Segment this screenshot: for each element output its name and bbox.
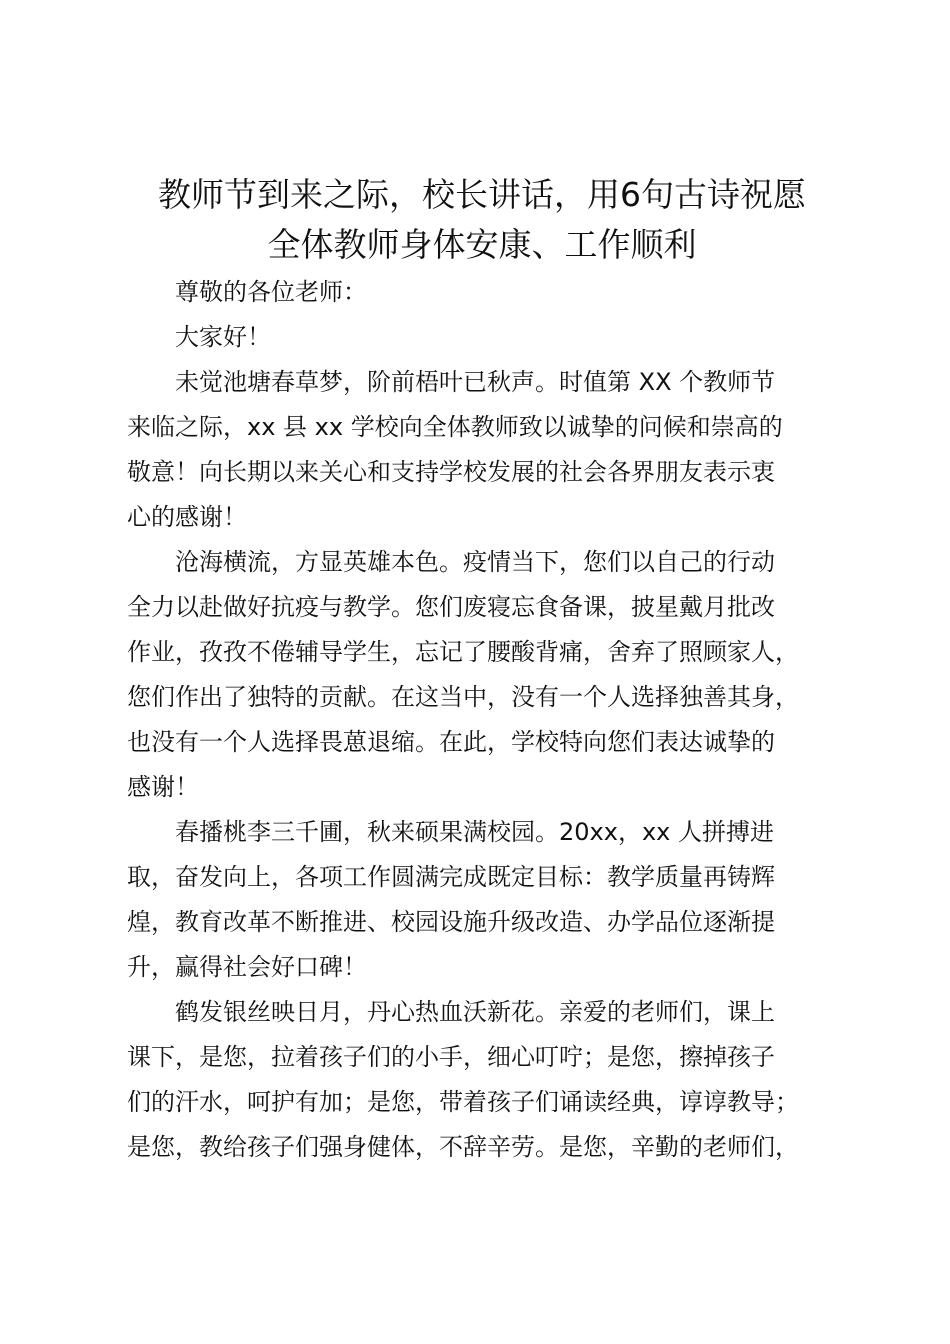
text-line: 也没有一个人选择畏葸退缩。在此，学校特向您们表达诚挚的	[127, 728, 775, 756]
text-line: 沧海横流，方显英雄本色。疫情当下，您们以自己的行动	[175, 548, 775, 576]
text-line: 您们作出了独特的贡献。在这当中，没有一个人选择独善其身，	[127, 683, 799, 711]
text-line: 感谢！	[127, 773, 199, 801]
document-title	[127, 170, 837, 270]
text-line: 心的感谢！	[127, 503, 247, 531]
text-line: 是您，教给孩子们强身健体，不辞辛劳。是您，辛勤的老师们，	[127, 1133, 799, 1161]
document-page	[127, 170, 837, 1170]
text-line: 春播桃李三千圃，秋来硕果满校园。20xx，xx 人拼搏进	[175, 818, 774, 846]
paragraph-epidemic	[127, 540, 837, 810]
text-line: 升，赢得社会好口碑！	[127, 953, 367, 981]
text-line: 鹤发银丝映日月，丹心热血沃新花。亲爱的老师们，课上	[175, 998, 775, 1026]
paragraph-teachers	[127, 990, 837, 1170]
text-line: 课下，是您，拉着孩子们的小手，细心叮咛；是您，擦掉孩子	[127, 1043, 775, 1071]
text-line: 大家好！	[175, 323, 271, 351]
document-body	[127, 270, 837, 1170]
text-line: 作业，孜孜不倦辅导学生，忘记了腰酸背痛，舍弃了照顾家人，	[127, 638, 799, 666]
greeting	[127, 315, 837, 360]
text-line: 煌，教育改革不断推进、校园设施升级改造、办学品位逐渐提	[127, 908, 775, 936]
text-line: 尊敬的各位老师：	[175, 278, 367, 306]
text-line: 来临之际，xx 县 xx 学校向全体教师致以诚挚的问候和崇高的	[127, 413, 783, 441]
paragraph-autumn	[127, 360, 837, 540]
text-line: 全力以赴做好抗疫与教学。您们废寝忘食备课，披星戴月批改	[127, 593, 775, 621]
text-line: 未觉池塘春草梦，阶前梧叶已秋声。时值第 XX 个教师节	[175, 368, 776, 396]
title-line-1: 教师节到来之际，校长讲话，用6句古诗祝愿	[158, 175, 806, 214]
paragraph-harvest	[127, 810, 837, 990]
text-line: 敬意！向长期以来关心和支持学校发展的社会各界朋友表示衷	[127, 458, 775, 486]
text-line: 们的汗水，呵护有加；是您，带着孩子们诵读经典，谆谆教导；	[127, 1088, 799, 1116]
salutation	[127, 270, 837, 315]
title-line-2: 全体教师身体安康、工作顺利	[267, 225, 697, 264]
text-line: 取，奋发向上，各项工作圆满完成既定目标：教学质量再铸辉	[127, 863, 775, 891]
